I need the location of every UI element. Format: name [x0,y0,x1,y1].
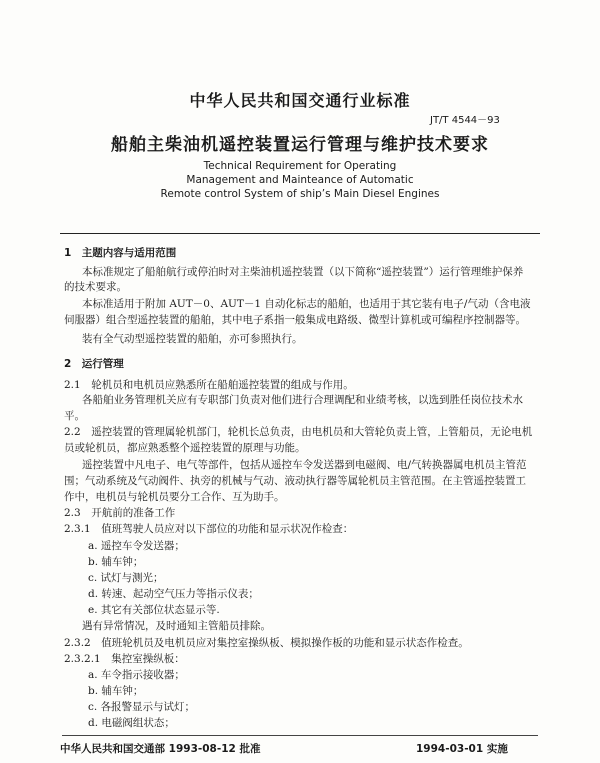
s1-para2-line1: 本标准适用于附加 AUT－0、AUT－1 自动化标志的船舶，也适用于其它装有电子/气动（含电液 [82,298,531,310]
english-title-line-1: Technical Requirement for Operating [203,160,397,172]
s2-3-1-item-a: a. 遥控车令发送器； [88,540,185,552]
s2-2-line1: 2.2 遥控装置的管理属轮机部门，轮机长总负责，由电机员和大管轮负责上管，上管船员，无论电机 [64,426,533,438]
s2-2-line4: 围；气动系统及气动阀件、执旁的机械与气动、液动执行器等属轮机员主管范围。在主管遥控装置工 [64,475,526,487]
standard-org-title: 中华人民共和国交通行业标准 [189,91,411,110]
s2-3-2-1: 2.3.2.1 集控室操纵板： [64,653,185,665]
s2-1-line3: 平。 [64,410,85,422]
s1-para3: 装有全气动型遥控装置的船舶，亦可参照执行。 [82,333,303,345]
s2-3-1-item-b: b. 辅车钟； [88,556,144,568]
footer-divider [62,735,538,736]
standard-code: JT/T 4544－93 [430,115,500,126]
s2-2-line2: 员或轮机员，都应熟悉整个遥控装置的原理与功能。 [64,442,306,454]
s2-2-line3: 遥控装置中凡电子、电气等部件，包括从遥控车令发送器到电磁阀、电/气转换器属电机员主管范 [82,459,527,471]
s2-3-2-1-item-b: b. 辅车钟； [88,685,144,697]
section-2-heading: 2 运行管理 [64,358,124,370]
s1-para1-line1: 本标准规定了船舶航行或停泊时对主柴油机遥控装置（以下简称“遥控装置”）运行管理维护保养 [82,266,524,278]
document-title: 船舶主柴油机遥控装置运行管理与维护技术要求 [111,135,489,155]
s2-3-1: 2.3.1 值班驾驶人员应对以下部位的功能和显示状况作检查： [64,523,354,535]
s2-3-2: 2.3.2 值班轮机员及电机员应对集控室操纵板、模拟操作板的功能和显示状态作检查。 [64,637,469,649]
s2-3-2-1-item-c: c. 各报警显示与试灯； [88,701,196,713]
s2-3-heading: 2.3 开航前的准备工作 [64,507,176,519]
s2-2-line5: 作中，电机员与轮机员要分工合作、互为助手。 [64,491,285,503]
header-divider [60,233,540,234]
s2-1-line2: 各船舶业务管理机关应有专职部门负责对他们进行合理调配和业绩考核，以选到胜任岗位技术水 [82,394,523,406]
effective-date: 1994-03-01 实施 [416,743,508,755]
s2-3-2-1-item-a: a. 车令指示接收器； [88,669,185,681]
english-title-line-2: Management and Mainteance of Automatic [186,174,414,186]
s2-3-2-1-item-d: d. 电磁阀组状态； [88,717,175,729]
section-1-heading: 1 主题内容与适用范围 [64,247,177,259]
s2-3-1-note: 遇有异常情况，及时通知主管船员排除。 [82,620,271,632]
english-title-line-3: Remote control System of ship’s Main Diesel Engines [160,188,440,200]
s2-1-line1: 2.1 轮机员和电机员应熟悉所在船舶遥控装置的组成与作用。 [64,379,354,391]
s1-para2-line2: 伺服器）组合型遥控装置的船舶，其中电子系指一般集成电路级、微型计算机或可编程序控制器等。 [64,314,526,326]
s2-3-1-item-c: c. 试灯与测光； [88,572,164,584]
approval-date: 中华人民共和国交通部 1993-08-12 批准 [60,743,261,755]
s2-3-1-item-e: e. 其它有关部位状态显示等. [88,604,220,616]
s2-3-1-item-d: d. 转速、起动空气压力等指示仪表； [88,588,259,600]
s1-para1-line2: 的技术要求。 [64,281,127,293]
